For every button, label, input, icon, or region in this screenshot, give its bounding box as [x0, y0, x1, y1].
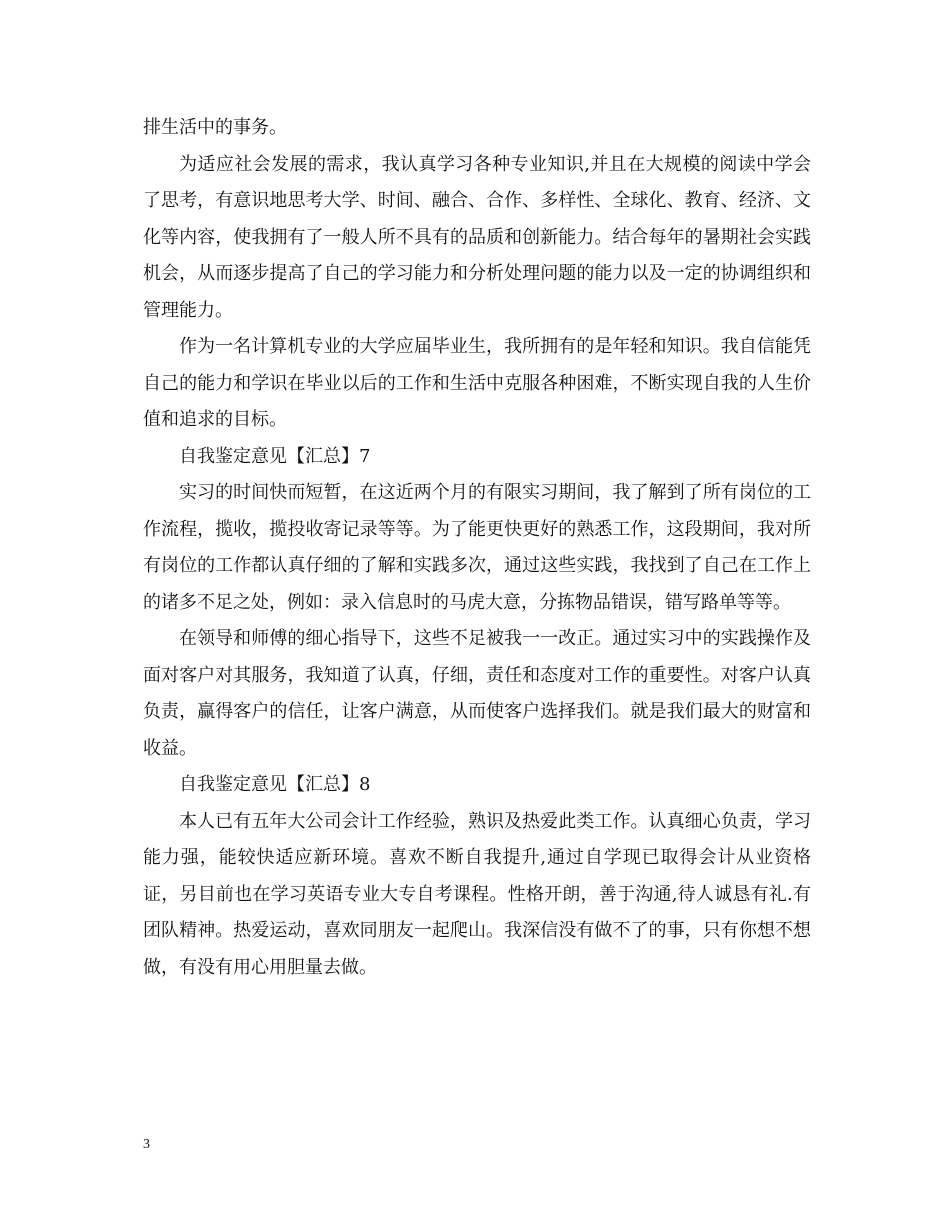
- section-heading-7: 自我鉴定意见【汇总】7: [179, 445, 371, 467]
- paragraph-graduate: 作为一名计算机专业的大学应届毕业生，我所拥有的是年轻和知识。我自信能凭自己的能力和学识在毕业以后的工作和生活中克服各种困难，不断实现自我的人生价值和追求的目标。: [143, 336, 811, 430]
- section-heading-8: 自我鉴定意见【汇总】8: [179, 774, 371, 795]
- paragraph-continuation: 排生活中的事务。: [143, 117, 287, 138]
- paragraph-accounting: 本人已有五年大公司会计工作经验，熟识及热爱此类工作。认真细心负责，学习能力强，能较快适应新环境。喜欢不断自我提升,通过自学现已取得会计从业资格证，另目前也在学习英语专业大专自考课程。性格开朗，善于沟通,待人诚恳有礼.有团队精神。热爱运动，喜欢同朋友一起爬山。我深信没有做不了的事，只有你想不想做，有没有用心用胆量去做。: [143, 810, 811, 978]
- page-number: 3: [143, 1137, 150, 1152]
- paragraph-internship: 实习的时间快而短暂，在这近两个月的有限实习期间，我了解到了所有岗位的工作流程，揽收，揽投收寄记录等等。为了能更快更好的熟悉工作，这段期间，我对所有岗位的工作都认真仔细的了解和实践多次，通过这些实践，我找到了自己在工作上的诸多不足之处，例如：录入信息时的马虎大意，分拣物品错误，错写路单等等。: [143, 482, 811, 613]
- paragraph-guidance: 在领导和师傅的细心指导下，这些不足被我一一改正。通过实习中的实践操作及面对客户对其服务，我知道了认真，仔细，责任和态度对工作的重要性。对客户认真负责，赢得客户的信任，让客户满意，从而使客户选择我们。就是我们最大的财富和收益。: [143, 628, 811, 759]
- paragraph-social-development: 为适应社会发展的需求，我认真学习各种专业知识,并且在大规模的阅读中学会了思考，有意识地思考大学、时间、融合、合作、多样性、全球化、教育、经济、文化等内容，使我拥有了一般人所不具有的品质和创新能力。结合每年的暑期社会实践机会，从而逐步提高了自己的学习能力和分析处理问题的能力以及一定的协调组织和管理能力。: [143, 153, 811, 321]
- document-body: [143, 110, 811, 986]
